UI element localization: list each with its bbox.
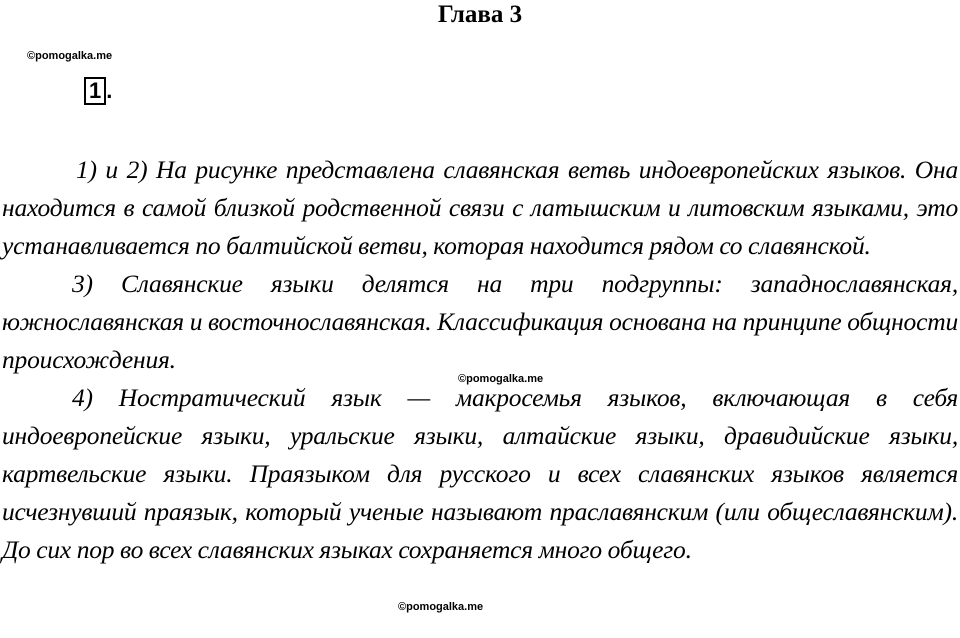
task-number-box: 1 <box>84 77 106 105</box>
watermark-bottom: ©pomogalka.me <box>398 601 484 613</box>
watermark-top: ©pomogalka.me <box>27 50 113 62</box>
answer-text <box>2 151 958 569</box>
paragraph-3: 4) Ностратический язык — макросемья языков, включающая в себя индоевропейские языки, уральские языки, алтайские языки, дравидийские языки, картвельские языки. Праязыком для русского и всех славянских языков является исчезнувший праязык, который ученые называют праславянским (или общеславянским). До сих пор во всех славянских языках сохраняется много общего. <box>2 383 958 564</box>
watermark-middle: ©pomogalka.me <box>458 373 544 385</box>
chapter-title: Глава 3 <box>437 1 523 28</box>
paragraph-2: 3) Славянские языки делятся на три подгруппы: западнославянская, южнославянская и восточнославянская. Классификация основана на принципе общности происхождения. <box>2 269 958 374</box>
task-number-suffix: . <box>106 78 113 103</box>
paragraph-1: 1) и 2) На рисунке представлена славянская ветвь индоевропейских языков. Она находится в самой близкой родственной связи с латышским и литовским языками, это устанавливается по балтийской ветви, которая находится рядом со славянской. <box>2 155 958 260</box>
task-number <box>84 77 112 105</box>
